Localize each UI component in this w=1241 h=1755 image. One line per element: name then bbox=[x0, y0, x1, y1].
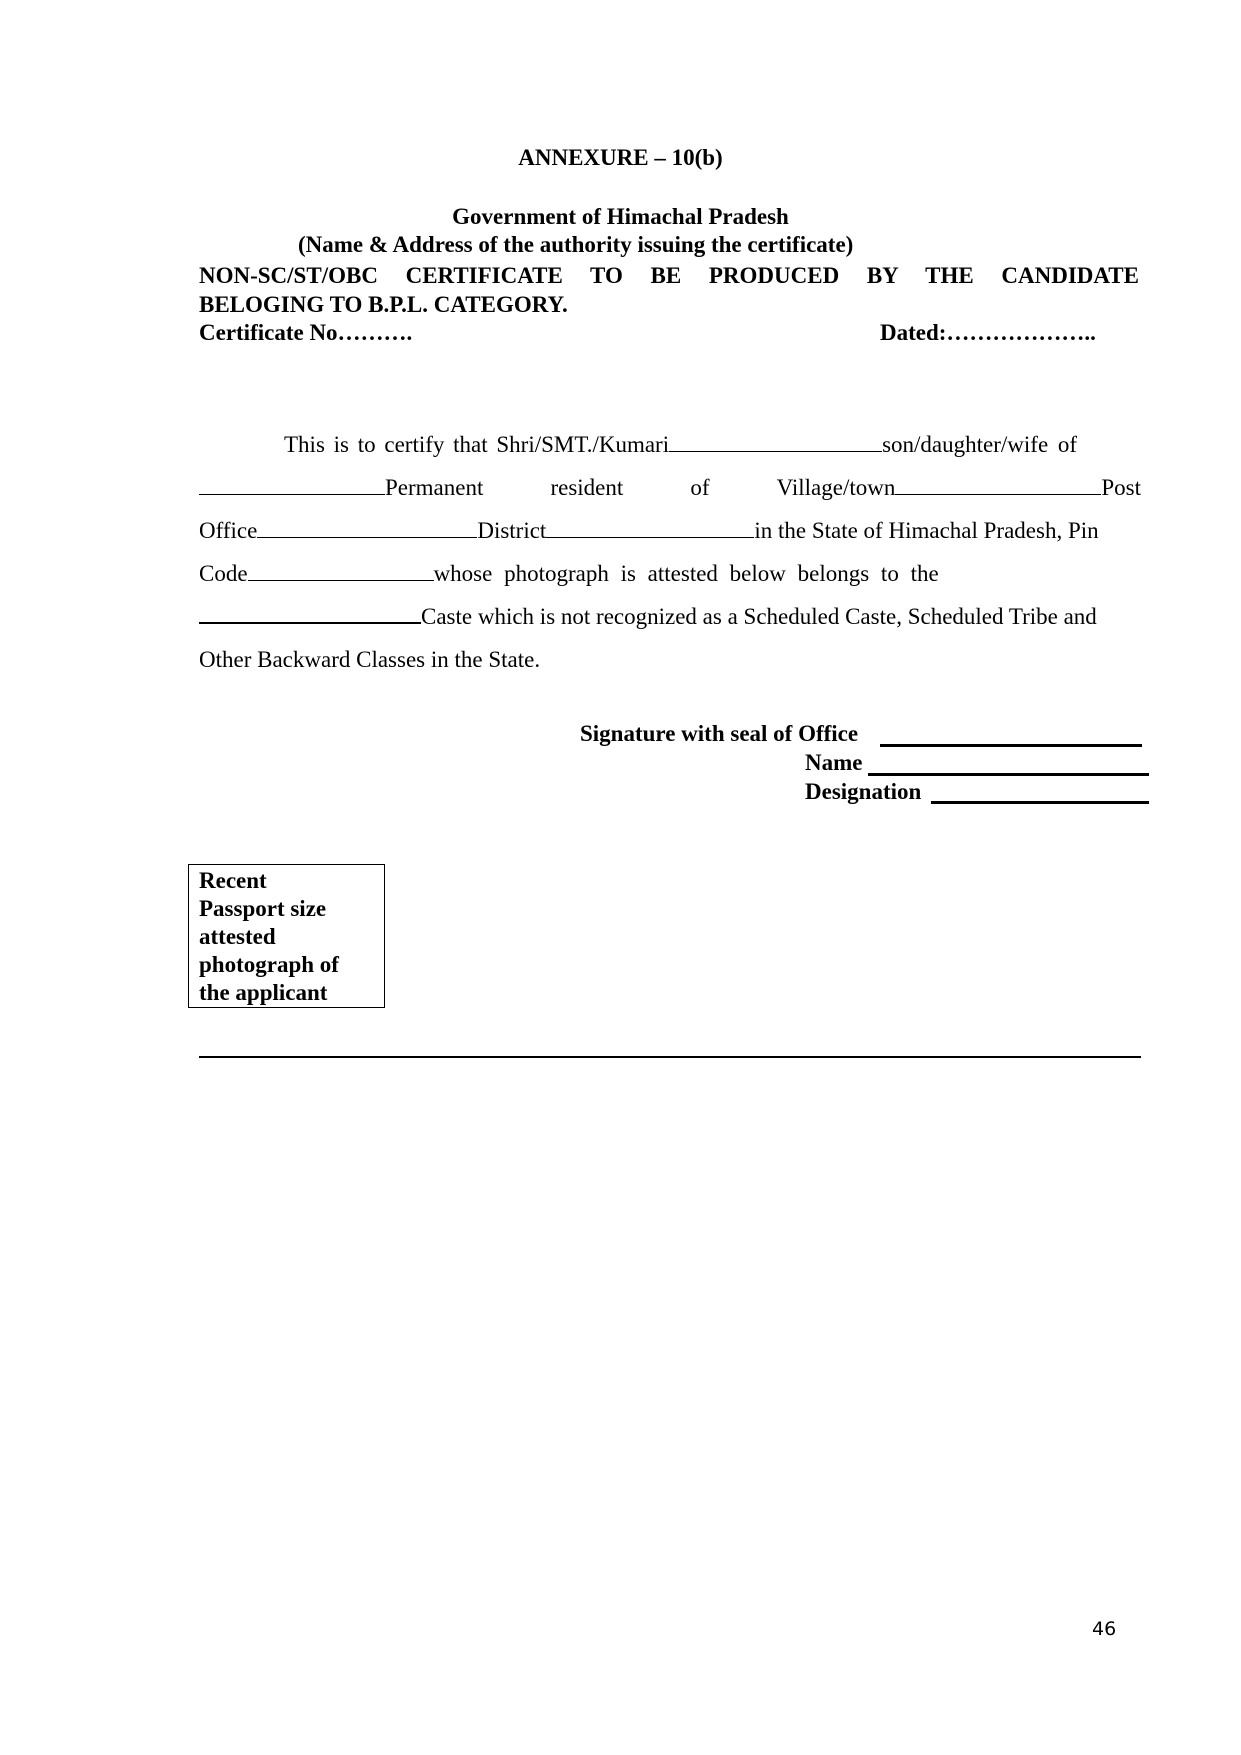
district-blank bbox=[546, 519, 754, 538]
photo-box-line: Recent bbox=[199, 868, 267, 893]
caste-text: Caste which is not recognized as a Scheduled Caste, Scheduled Tribe and bbox=[421, 604, 1097, 629]
photograph-box bbox=[188, 864, 385, 1008]
body-line-1 bbox=[199, 432, 1141, 462]
district-text: District bbox=[477, 518, 547, 543]
applicant-name-blank bbox=[669, 433, 882, 452]
government-title: Government of Himachal Pradesh bbox=[452, 204, 789, 229]
signature-seal-label: Signature with seal of Office bbox=[580, 721, 859, 746]
dated-label: Dated:……………….. bbox=[880, 320, 1096, 345]
designation-line bbox=[931, 801, 1149, 804]
certify-intro-text: This is to certify that Shri/SMT./Kumari bbox=[284, 432, 670, 457]
page-number: 46 bbox=[1092, 1618, 1117, 1640]
pin-code-blank bbox=[248, 562, 434, 581]
whose-photograph-text: whose photograph is attested below belongs to the bbox=[433, 561, 939, 586]
village-town-text: Village/town bbox=[776, 475, 896, 500]
body-line-6 bbox=[199, 647, 1141, 677]
name-label: Name bbox=[805, 750, 863, 775]
parent-name-blank bbox=[199, 476, 385, 495]
photo-box-line: Passport size bbox=[199, 896, 327, 921]
annexure-title: ANNEXURE – 10(b) bbox=[518, 145, 723, 170]
post-office-blank bbox=[257, 519, 477, 538]
photo-box-line: the applicant bbox=[199, 980, 328, 1005]
village-town-blank bbox=[895, 476, 1101, 495]
permanent-text: Permanent bbox=[385, 475, 484, 500]
state-pin-text: in the State of Himachal Pradesh, Pin bbox=[754, 518, 1099, 543]
certificate-heading-line1: NON-SC/ST/OBC CERTIFICATE TO BE PRODUCED BY THE CANDIDATE bbox=[199, 263, 1139, 288]
certificate-number-label: Certificate No………. bbox=[199, 320, 413, 345]
certificate-heading bbox=[199, 261, 1139, 319]
bottom-divider bbox=[199, 1056, 1141, 1058]
of-text: of bbox=[690, 475, 710, 500]
office-text: Office bbox=[199, 518, 258, 543]
other-backward-text: Other Backward Classes in the State. bbox=[199, 647, 541, 672]
signature-line bbox=[880, 744, 1142, 747]
designation-label: Designation bbox=[805, 779, 922, 804]
code-text: Code bbox=[199, 561, 248, 586]
resident-text: resident bbox=[550, 475, 624, 500]
authority-note: (Name & Address of the authority issuing the certificate) bbox=[298, 232, 854, 257]
body-line-4 bbox=[199, 561, 1141, 591]
certificate-heading-line2: BELOGING TO B.P.L. CATEGORY. bbox=[199, 292, 568, 317]
caste-blank bbox=[199, 604, 421, 624]
body-line-2 bbox=[199, 475, 1141, 505]
body-line-5 bbox=[199, 604, 1141, 634]
name-line bbox=[868, 773, 1149, 776]
photo-box-line: attested bbox=[199, 924, 276, 949]
photo-box-line: photograph of bbox=[199, 952, 339, 977]
post-text: Post bbox=[1101, 475, 1141, 500]
body-line-3 bbox=[199, 518, 1141, 548]
relation-text: son/daughter/wife of bbox=[882, 432, 1078, 457]
